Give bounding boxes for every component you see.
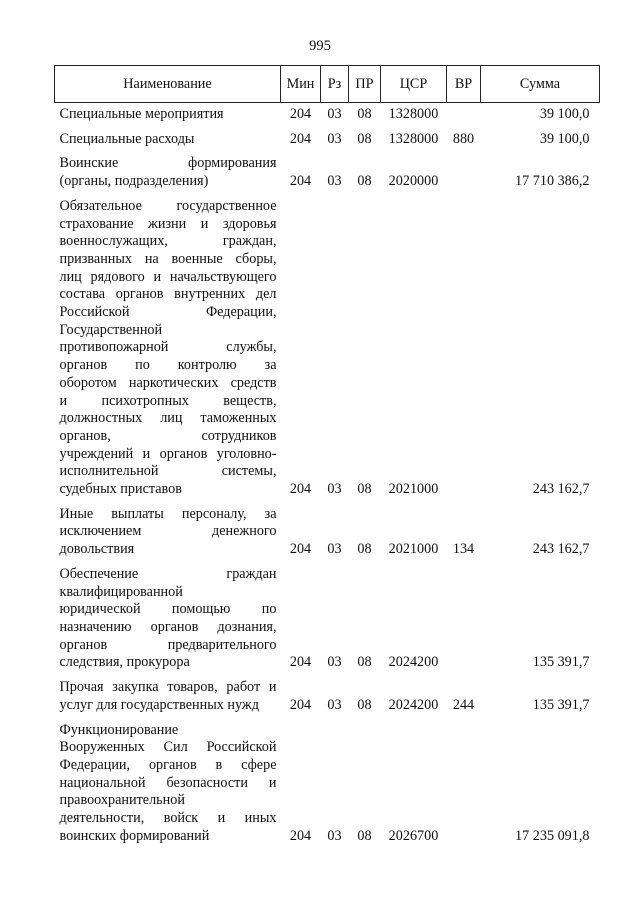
- row-name-line: воинских формирований: [59, 827, 210, 844]
- row-name-line: военнослужащих, граждан,: [59, 233, 277, 250]
- row-min: 204: [289, 173, 312, 190]
- row-name-line: (органы, подразделения): [59, 173, 209, 190]
- row-min: 204: [289, 481, 312, 498]
- table-row: [55, 672, 600, 714]
- row-name: [55, 499, 281, 559]
- row-min: 204: [289, 654, 312, 671]
- row-rz: 03: [327, 481, 342, 498]
- header-min: Мин: [281, 66, 321, 103]
- row-vr: 244: [452, 696, 475, 713]
- row-rz: 03: [327, 106, 342, 122]
- row-name-line: должностных лиц таможенных: [59, 410, 277, 427]
- row-name-line: Функционирование: [59, 721, 179, 738]
- row-name-line: органов, сотрудников: [59, 427, 277, 444]
- row-name-line: исключением денежного: [59, 523, 277, 540]
- row-sum: 39 100,0: [539, 130, 590, 147]
- row-csr: 2024200: [388, 654, 439, 671]
- row-csr: 2026700: [388, 827, 439, 844]
- row-name-line: состава органов внутренних дел: [59, 286, 277, 303]
- row-rz: 03: [327, 173, 342, 190]
- header-name: Наименование: [55, 66, 281, 103]
- row-name-line: правоохранительной: [59, 792, 185, 809]
- row-name-line: Иные выплаты персоналу, за: [59, 505, 277, 522]
- row-vr: 880: [452, 130, 475, 147]
- row-name-line: квалифицированной: [59, 583, 183, 600]
- table-row: [55, 499, 600, 559]
- row-sum: 39 100,0: [539, 106, 590, 122]
- row-csr: 2021000: [388, 541, 439, 558]
- header-csr: ЦСР: [381, 66, 447, 103]
- row-vr: [447, 715, 481, 846]
- row-min: 204: [289, 106, 312, 122]
- table-body: [55, 103, 600, 846]
- table-row: [55, 191, 600, 499]
- row-sum: 135 391,7: [532, 654, 590, 671]
- row-csr: 2024200: [388, 696, 439, 713]
- row-sum: 243 162,7: [532, 541, 590, 558]
- row-name-line: назначению органов дознания,: [59, 618, 277, 635]
- row-sum: 17 235 091,8: [515, 827, 590, 844]
- row-name-line: исполнительной системы,: [59, 463, 277, 480]
- row-pr: 08: [357, 654, 372, 671]
- row-sum: 135 391,7: [532, 696, 590, 713]
- row-name: [55, 559, 281, 672]
- row-name-line: Федерации, органов в сфере: [59, 756, 277, 773]
- row-csr: 1328000: [388, 106, 439, 122]
- row-name-line: Прочая закупка товаров, работ и: [59, 679, 277, 696]
- row-name-line: лиц рядового и начальствующего: [59, 268, 277, 285]
- row-name-line: органов по контролю за: [59, 357, 277, 374]
- row-name: [55, 124, 281, 149]
- row-rz: 03: [327, 654, 342, 671]
- table-header-row: [55, 66, 600, 103]
- row-pr: 08: [357, 173, 372, 190]
- row-name-line: призванных на военные сборы,: [59, 250, 277, 267]
- row-name-line: Обязательное государственное: [59, 197, 277, 214]
- row-csr: 2021000: [388, 481, 439, 498]
- row-pr: 08: [357, 541, 372, 558]
- row-sum: 243 162,7: [532, 481, 590, 498]
- row-name-line: и психотропных веществ,: [59, 392, 277, 409]
- row-name-line: страхование жизни и здоровья: [59, 215, 277, 232]
- table-row: [55, 103, 600, 124]
- row-name-line: довольствия: [59, 541, 135, 558]
- row-name-line: судебных приставов: [59, 481, 182, 498]
- row-name-line: следствия, прокурора: [59, 654, 190, 671]
- row-name: [55, 191, 281, 499]
- row-pr: 08: [357, 696, 372, 713]
- row-name-line: Российской Федерации,: [59, 304, 277, 321]
- row-vr: [447, 559, 481, 672]
- row-rz: 03: [327, 541, 342, 558]
- header-pr: ПР: [349, 66, 381, 103]
- row-name-line: органов предварительного: [59, 636, 277, 653]
- row-rz: 03: [327, 696, 342, 713]
- row-rz: 03: [327, 827, 342, 844]
- row-csr: 2020000: [388, 173, 439, 190]
- row-sum: 17 710 386,2: [515, 173, 590, 190]
- row-vr: [447, 191, 481, 499]
- row-name-line: Воинские формирования: [59, 155, 277, 172]
- row-name-line: национальной безопасности и: [59, 774, 277, 791]
- row-name-line: Обеспечение граждан: [59, 565, 277, 582]
- row-pr: 08: [357, 106, 372, 122]
- header-vr: ВР: [447, 66, 481, 103]
- header-sum: Сумма: [481, 66, 600, 103]
- row-name-line: Специальные расходы: [59, 130, 195, 147]
- row-vr: 134: [452, 541, 475, 558]
- header-rz: Рз: [321, 66, 349, 103]
- row-min: 204: [289, 696, 312, 713]
- row-name: [55, 715, 281, 846]
- row-name-line: Государственной: [59, 321, 163, 338]
- row-csr: 1328000: [388, 130, 439, 147]
- row-name: [55, 148, 281, 190]
- table-row: [55, 124, 600, 149]
- row-name-line: юридической помощью по: [59, 601, 277, 618]
- row-name: [55, 672, 281, 714]
- budget-table: [54, 65, 600, 845]
- row-min: 204: [289, 827, 312, 844]
- row-pr: 08: [357, 130, 372, 147]
- table-row: [55, 715, 600, 846]
- row-pr: 08: [357, 827, 372, 844]
- table-row: [55, 148, 600, 190]
- row-pr: 08: [357, 481, 372, 498]
- row-name-line: учреждений и органов уголовно-: [59, 445, 277, 462]
- table-row: [55, 559, 600, 672]
- row-name: [55, 103, 281, 124]
- row-name-line: противопожарной службы,: [59, 339, 277, 356]
- row-name-line: Специальные мероприятия: [59, 106, 224, 122]
- row-name-line: деятельности, войск и иных: [59, 810, 277, 827]
- row-min: 204: [289, 541, 312, 558]
- page-number: 995: [309, 38, 331, 54]
- row-name-line: оборотом наркотических средств: [59, 374, 277, 391]
- row-name-line: Вооруженных Сил Российской: [59, 739, 277, 756]
- row-min: 204: [289, 130, 312, 147]
- row-vr: [447, 148, 481, 190]
- row-rz: 03: [327, 130, 342, 147]
- row-name-line: услуг для государственных нужд: [59, 696, 259, 713]
- row-vr: [447, 103, 481, 124]
